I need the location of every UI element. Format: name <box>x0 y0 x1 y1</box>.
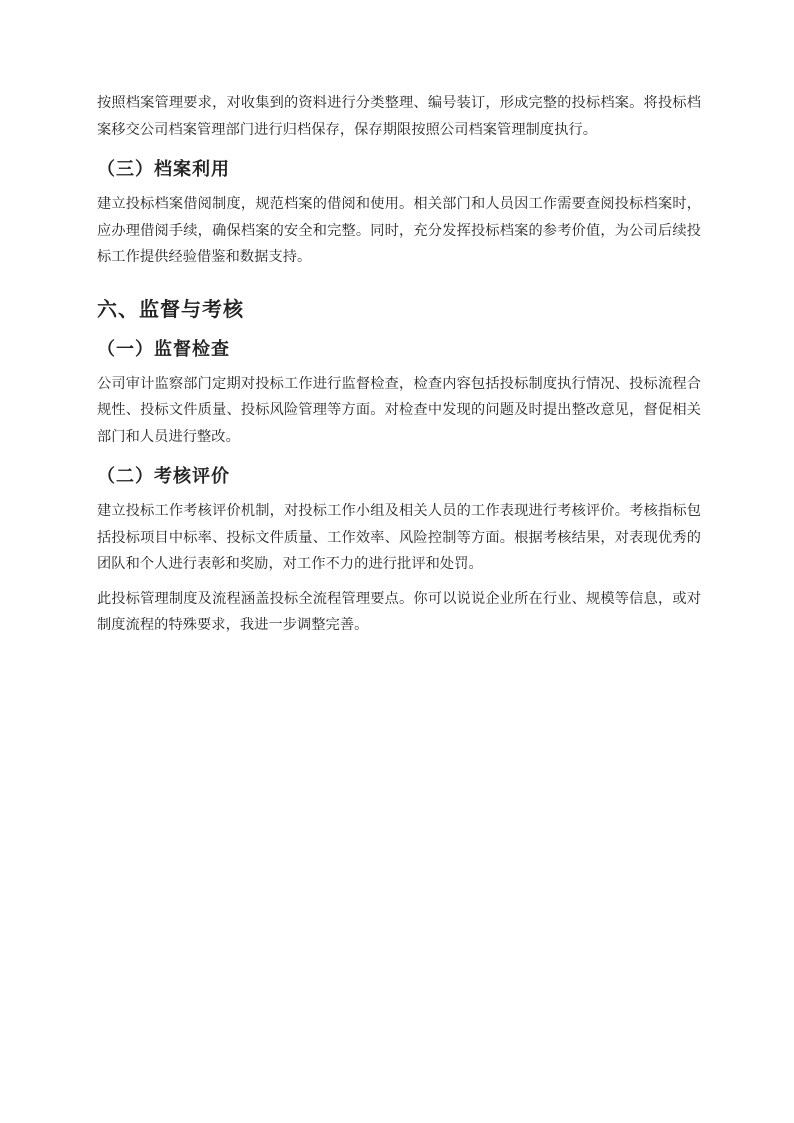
heading-archive-use: （三）档案利用 <box>97 159 230 180</box>
document-page <box>97 90 701 647</box>
heading-evaluation: （二）考核评价 <box>97 466 230 487</box>
heading-supervision: （一）监督检查 <box>97 338 230 360</box>
paragraph-evaluation: 建立投标工作考核评价机制，对投标工作小组及相关人员的工作表现进行考核评价。考核指标包括投标项目中标率、投标文件质量、工作效率、风险控制等方面。根据考核结果，对表现优秀的团队和个人进行表彰和奖励，对工作不力的进行批评和处罚。 <box>97 503 701 572</box>
paragraph-closing-note: 此投标管理制度及流程涵盖投标全流程管理要点。你可以说说企业所在行业、规模等信息，或对制度流程的特殊要求，我进一步调整完善。 <box>97 590 701 633</box>
heading-section-six: 六、监督与考核 <box>97 296 244 321</box>
paragraph-archive-filing: 按照档案管理要求，对收集到的资料进行分类整理、编号装订，形成完整的投标档案。将投标档案移交公司档案管理部门进行归档保存，保存期限按照公司档案管理制度执行。 <box>97 95 701 138</box>
paragraph-supervision: 公司审计监察部门定期对投标工作进行监督检查，检查内容包括投标制度执行情况、投标流程合规性、投标文件质量、投标风险管理等方面。对检查中发现的问题及时提出整改意见，督促相关部门和人员进行整改。 <box>97 375 701 445</box>
paragraph-archive-use: 建立投标档案借阅制度，规范档案的借阅和使用。相关部门和人员因工作需要查阅投标档案时，应办理借阅手续，确保档案的安全和完整。同时，充分发挥投标档案的参考价值，为公司后续投标工作提供经验借鉴和数据支持。 <box>97 196 701 265</box>
